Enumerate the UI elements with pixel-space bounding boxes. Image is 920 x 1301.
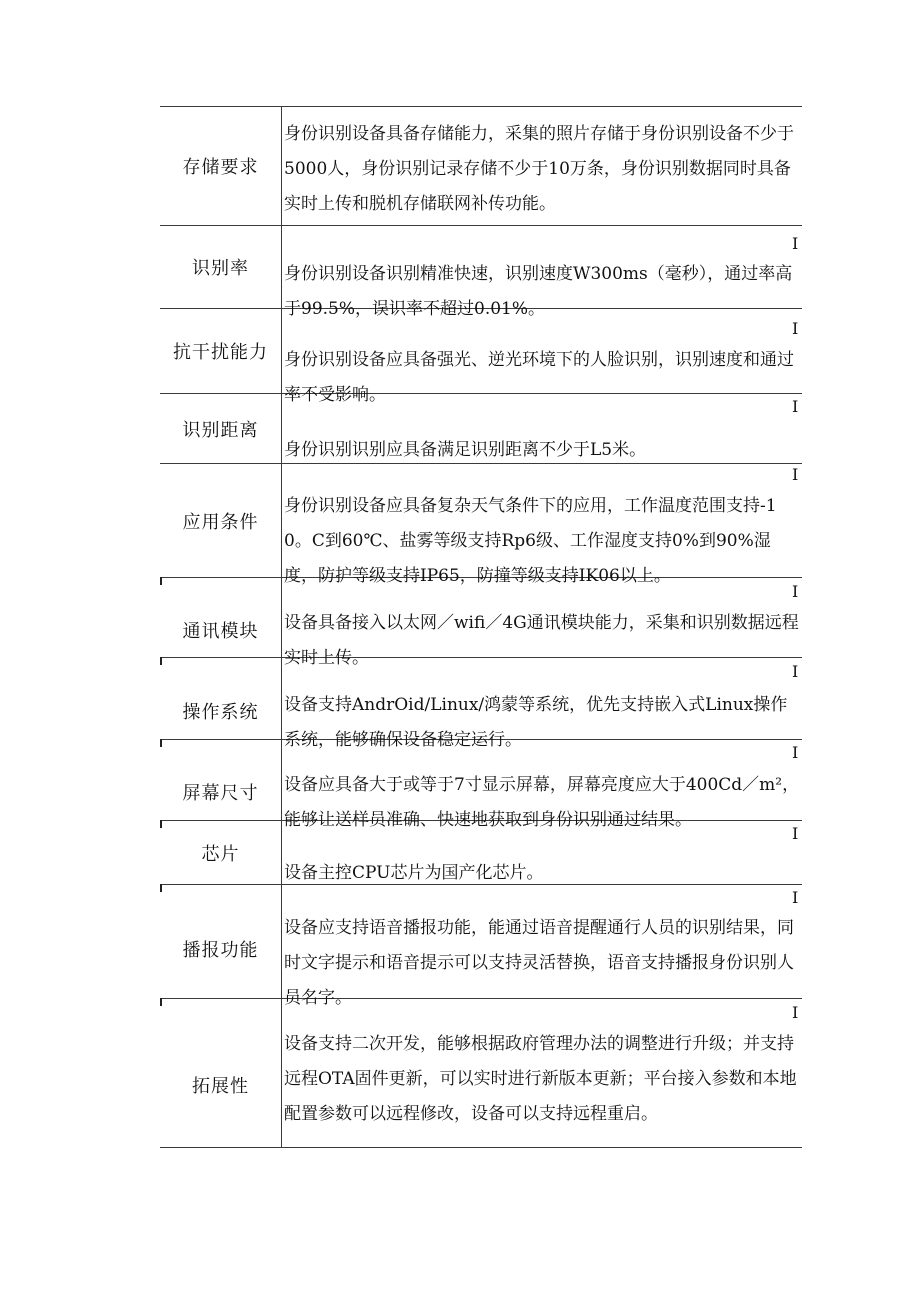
row-description: 身份识别设备识别精准快速，识别速度W300ms（毫秒），通过率高于99.5%，误识率不超过0.01%。 <box>284 264 793 319</box>
row-label: 识别距离 <box>182 419 259 441</box>
row-label: 通讯模块 <box>182 620 259 642</box>
row-description: 身份识别设备应具备强光、逆光环境下的人脸识别，识别速度和通过率不受影响。 <box>284 350 794 405</box>
row-description: 身份识别识别应具备满足识别距离不少于L5米。 <box>284 440 647 460</box>
row-marker: I <box>792 888 799 907</box>
row-label: 拓展性 <box>192 1076 249 1097</box>
row-label: 识别率 <box>192 258 249 279</box>
row-marker: I <box>792 824 799 843</box>
row-marker: I <box>792 319 799 338</box>
row-description: 设备具备接入以太网／wifi／4G通讯模块能力，采集和识别数据远程实时上传。 <box>284 613 799 668</box>
row-label: 应用条件 <box>182 511 259 533</box>
row-marker: I <box>792 465 799 484</box>
row-marker: I <box>792 662 799 681</box>
row-description: 设备支持AndrOid/Linux/鸿蒙等系统，优先支持嵌入式Linux操作系统，能够确保设备稳定运行。 <box>284 695 788 750</box>
row-marker: I <box>792 743 799 762</box>
table-bottom-border <box>160 1147 802 1148</box>
row-marker: I <box>792 234 799 253</box>
row-label: 播报功能 <box>182 939 259 961</box>
row-description: 设备应支持语音播报功能，能通过语音提醒通行人员的识别结果，同时文字提示和语音提示可以支持灵活替换，语音支持播报身份识别人员名字。 <box>284 918 794 1008</box>
row-label: 操作系统 <box>182 701 259 723</box>
row-description: 身份识别设备具备存储能力，采集的照片存储于身份识别设备不少于5000人，身份识别记录存储不少于10万条，身份识别数据同时具备实时上传和脱机存储联网补传功能。 <box>284 124 794 214</box>
row-description: 身份识别设备应具备复杂天气条件下的应用，工作温度范围支持-10。C到60℃、盐雾等级支持Rp6级、工作湿度支持0%到90%湿度，防护等级支持IP65，防撞等级支持IK06以上。 <box>284 496 777 586</box>
row-label: 芯片 <box>201 843 240 865</box>
row-marker: I <box>792 397 799 416</box>
row-description: 设备主控CPU芯片为国产化芯片。 <box>284 863 544 883</box>
row-label: 存储要求 <box>182 157 259 178</box>
row-label: 抗干扰能力 <box>173 342 268 363</box>
row-label: 屏幕尺寸 <box>182 783 259 804</box>
row-marker: I <box>792 1003 799 1022</box>
row-description: 设备应具备大于或等于7寸显示屏幕，屏幕亮度应大于400Cd／m²，能够让送样员准确、快速地获取到身份识别通过结果。 <box>284 775 800 830</box>
column-divider <box>281 106 282 1148</box>
row-description: 设备支持二次开发，能够根据政府管理办法的调整进行升级；并支持远程OTA固件更新，可以实时进行新版本更新；平台接入参数和本地配置参数可以远程修改，设备可以支持远程重启。 <box>284 1034 797 1124</box>
row-marker: I <box>792 582 799 601</box>
